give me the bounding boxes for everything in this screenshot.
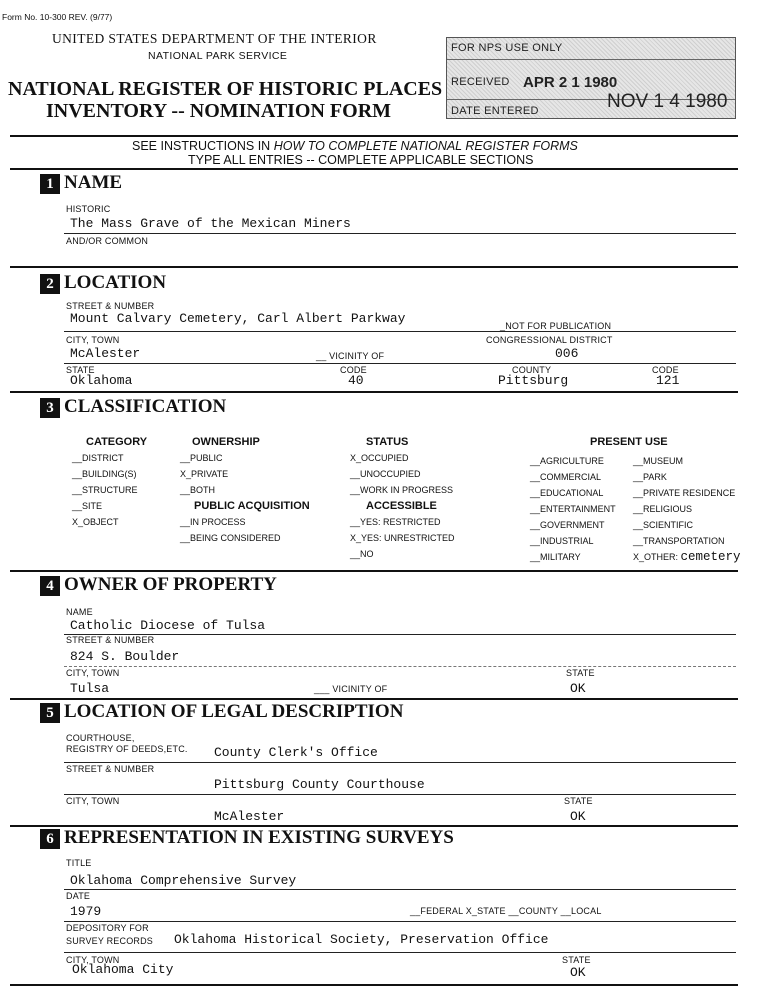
present-use-header: PRESENT USE xyxy=(590,436,668,448)
location-street-field[interactable]: Mount Calvary Cemetery, Carl Albert Parkway xyxy=(70,311,406,326)
owner-state-field[interactable]: OK xyxy=(570,681,586,696)
use-commercial-checkbox[interactable]: __COMMERCIAL xyxy=(530,472,602,482)
field-line xyxy=(64,889,736,890)
survey-date-label: DATE xyxy=(66,891,91,901)
survey-state-field[interactable]: OK xyxy=(570,965,586,980)
section-divider xyxy=(10,391,738,393)
status-occupied-checkbox[interactable]: X_OCCUPIED xyxy=(350,453,409,463)
legal-street-label: STREET & NUMBER xyxy=(66,764,155,774)
section-divider xyxy=(10,266,738,268)
depository-label-line1: DEPOSITORY FOR xyxy=(66,923,149,933)
ownership-header: OWNERSHIP xyxy=(192,436,260,448)
access-restricted-checkbox[interactable]: __YES: RESTRICTED xyxy=(350,517,441,527)
section-6-title: REPRESENTATION IN EXISTING SURVEYS xyxy=(64,827,454,848)
ownership-public-checkbox[interactable]: __PUBLIC xyxy=(180,453,223,463)
location-city-field[interactable]: McAlester xyxy=(70,346,141,361)
county-label: COUNTY xyxy=(512,365,552,375)
form-title-line1: NATIONAL REGISTER OF HISTORIC PLACES xyxy=(8,78,443,100)
field-line xyxy=(64,794,736,795)
owner-name-field[interactable]: Catholic Diocese of Tulsa xyxy=(70,618,266,633)
category-building-checkbox[interactable]: __BUILDING(S) xyxy=(72,469,137,479)
department-name: UNITED STATES DEPARTMENT OF THE INTERIOR xyxy=(52,31,377,46)
vicinity-checkbox[interactable]: __ VICINITY OF xyxy=(316,351,385,361)
section-4-title: OWNER OF PROPERTY xyxy=(64,574,277,595)
section-4-number: 4 xyxy=(40,576,60,596)
category-site-checkbox[interactable]: __SITE xyxy=(72,501,103,511)
depository-label-line2: SURVEY RECORDS xyxy=(66,936,153,946)
section-5-title: LOCATION OF LEGAL DESCRIPTION xyxy=(64,701,404,722)
field-line xyxy=(64,634,736,635)
survey-city-field[interactable]: Oklahoma City xyxy=(72,962,174,977)
ownership-column xyxy=(180,434,310,546)
section-3-number: 3 xyxy=(40,398,60,418)
use-government-checkbox[interactable]: __GOVERNMENT xyxy=(530,520,605,530)
form-title-line2: INVENTORY -- NOMINATION FORM xyxy=(46,100,392,122)
present-use-column-2 xyxy=(633,453,741,565)
survey-title-field[interactable]: Oklahoma Comprehensive Survey xyxy=(70,873,297,888)
nps-box-label: FOR NPS USE ONLY xyxy=(451,42,563,54)
instructions-line2: TYPE ALL ENTRIES -- COMPLETE APPLICABLE SECTIONS xyxy=(188,153,534,167)
survey-level-checkboxes[interactable]: __FEDERAL X_STATE __COUNTY __LOCAL xyxy=(410,906,602,916)
use-other-checkbox[interactable]: X_OTHER: xyxy=(633,552,679,562)
owner-name-label: NAME xyxy=(66,607,93,617)
county-code-label: CODE xyxy=(652,365,679,375)
section-1-title: NAME xyxy=(64,172,123,193)
legal-state-field[interactable]: OK xyxy=(570,809,586,824)
courthouse-label: COURTHOUSE, xyxy=(66,733,135,743)
survey-date-field[interactable]: 1979 xyxy=(70,904,102,919)
use-private-residence-checkbox[interactable]: __PRIVATE RESIDENCE xyxy=(633,488,736,498)
received-stamp: APR 2 1 1980 xyxy=(523,74,618,91)
use-museum-checkbox[interactable]: __MUSEUM xyxy=(633,456,684,466)
use-educational-checkbox[interactable]: __EDUCATIONAL xyxy=(530,488,604,498)
field-line xyxy=(64,952,736,953)
use-other-row xyxy=(633,549,741,565)
acquisition-being-considered-checkbox[interactable]: __BEING CONSIDERED xyxy=(180,533,281,543)
field-line xyxy=(64,331,736,332)
county-code-field[interactable]: 121 xyxy=(656,373,680,388)
category-structure-checkbox[interactable]: __STRUCTURE xyxy=(72,485,138,495)
category-district-checkbox[interactable]: __DISTRICT xyxy=(72,453,124,463)
status-work-in-progress-checkbox[interactable]: __WORK IN PROGRESS xyxy=(350,485,454,495)
ownership-both-checkbox[interactable]: __BOTH xyxy=(180,485,216,495)
accessible-header: ACCESSIBLE xyxy=(366,500,437,512)
survey-state-label: STATE xyxy=(562,955,591,965)
use-scientific-checkbox[interactable]: __SCIENTIFIC xyxy=(633,520,694,530)
owner-city-label: CITY, TOWN xyxy=(66,668,120,678)
service-name: NATIONAL PARK SERVICE xyxy=(148,50,288,62)
courthouse-field[interactable]: County Clerk's Office xyxy=(214,745,378,760)
section-2-title: LOCATION xyxy=(64,272,167,293)
use-religious-checkbox[interactable]: __RELIGIOUS xyxy=(633,504,693,514)
section-divider xyxy=(10,698,738,700)
received-label: RECEIVED xyxy=(451,76,510,88)
nps-use-only-box xyxy=(446,37,736,119)
use-transportation-checkbox[interactable]: __TRANSPORTATION xyxy=(633,536,725,546)
form-number: Form No. 10-300 REV. (9/77) xyxy=(2,12,113,22)
legal-city-label: CITY, TOWN xyxy=(66,796,120,806)
section-5-number: 5 xyxy=(40,703,60,723)
congressional-district-label: CONGRESSIONAL DISTRICT xyxy=(486,335,613,345)
legal-city-field[interactable]: McAlester xyxy=(214,809,285,824)
instructions-prefix: SEE INSTRUCTIONS IN xyxy=(132,139,274,153)
use-agriculture-checkbox[interactable]: __AGRICULTURE xyxy=(530,456,604,466)
date-entered-stamp: NOV 1 4 1980 xyxy=(607,91,728,112)
owner-vicinity-checkbox[interactable]: ___ VICINITY OF xyxy=(314,684,388,694)
legal-street-field[interactable]: Pittsburg County Courthouse xyxy=(214,777,425,792)
owner-street-label: STREET & NUMBER xyxy=(66,635,155,645)
date-entered-label: DATE ENTERED xyxy=(451,105,539,117)
acquisition-in-process-checkbox[interactable]: __IN PROCESS xyxy=(180,517,246,527)
field-line xyxy=(64,363,736,364)
status-unoccupied-checkbox[interactable]: __UNOCCUPIED xyxy=(350,469,421,479)
section-2-number: 2 xyxy=(40,274,60,294)
county-field[interactable]: Pittsburg xyxy=(498,373,569,388)
congressional-district-field[interactable]: 006 xyxy=(555,346,579,361)
survey-city-label: CITY, TOWN xyxy=(66,955,120,965)
field-line xyxy=(64,233,736,234)
survey-title-label: TITLE xyxy=(66,858,92,868)
present-use-column-1 xyxy=(530,453,616,565)
registry-of-deeds-label: REGISTRY OF DEEDS,ETC. xyxy=(66,744,188,754)
instructions-line1 xyxy=(132,139,578,153)
category-header: CATEGORY xyxy=(86,436,148,448)
section-3-title: CLASSIFICATION xyxy=(64,396,227,417)
instructions-divider xyxy=(10,168,738,170)
use-other-field[interactable]: cemetery xyxy=(680,550,741,564)
owner-city-field[interactable]: Tulsa xyxy=(70,681,110,696)
use-park-checkbox[interactable]: __PARK xyxy=(633,472,667,482)
category-object-checkbox[interactable]: X_OBJECT xyxy=(72,517,119,527)
status-column xyxy=(350,434,455,562)
owner-street-field[interactable]: 824 S. Boulder xyxy=(70,649,180,664)
section-divider xyxy=(10,570,738,572)
not-for-publication-checkbox[interactable]: _NOT FOR PUBLICATION xyxy=(500,321,612,331)
category-column xyxy=(72,434,147,530)
location-state-field[interactable]: Oklahoma xyxy=(70,373,133,388)
historic-name-field[interactable]: The Mass Grave of the Mexican Miners xyxy=(70,216,351,231)
section-6-number: 6 xyxy=(40,829,60,849)
access-unrestricted-checkbox[interactable]: X_YES: UNRESTRICTED xyxy=(350,533,455,543)
field-line xyxy=(64,921,736,922)
header-divider xyxy=(10,135,738,137)
section-1-number: 1 xyxy=(40,174,60,194)
use-entertainment-checkbox[interactable]: __ENTERTAINMENT xyxy=(530,504,616,514)
status-header: STATUS xyxy=(366,436,409,448)
common-name-label: AND/OR COMMON xyxy=(66,236,149,246)
legal-state-label: STATE xyxy=(564,796,593,806)
owner-state-label: STATE xyxy=(566,668,595,678)
historic-label: HISTORIC xyxy=(66,204,111,214)
state-code-field[interactable]: 40 xyxy=(348,373,364,388)
depository-field[interactable]: Oklahoma Historical Society, Preservation Office xyxy=(174,932,549,947)
access-no-checkbox[interactable]: __NO xyxy=(350,549,374,559)
bottom-divider xyxy=(10,984,738,986)
use-military-checkbox[interactable]: __MILITARY xyxy=(530,552,581,562)
state-label: STATE xyxy=(66,365,95,375)
use-industrial-checkbox[interactable]: __INDUSTRIAL xyxy=(530,536,594,546)
field-line xyxy=(64,666,736,667)
ownership-private-checkbox[interactable]: X_PRIVATE xyxy=(180,469,229,479)
instructions-title: HOW TO COMPLETE NATIONAL REGISTER FORMS xyxy=(273,139,578,153)
public-acquisition-header: PUBLIC ACQUISITION xyxy=(194,500,310,512)
city-town-label: CITY, TOWN xyxy=(66,335,120,345)
street-number-label: STREET & NUMBER xyxy=(66,301,155,311)
field-line xyxy=(64,762,736,763)
state-code-label: CODE xyxy=(340,365,367,375)
